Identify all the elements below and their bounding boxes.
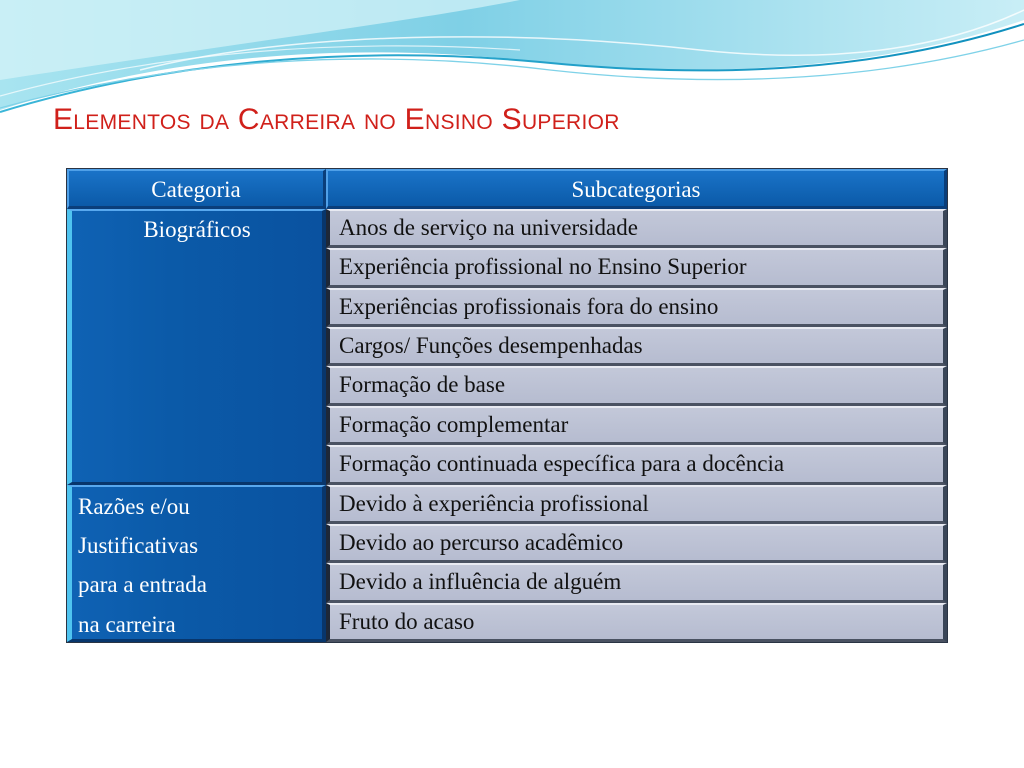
subcategory-cell: Experiências profissionais fora do ensino <box>326 288 947 327</box>
slide-title: Elementos da Carreira no Ensino Superior <box>53 103 620 136</box>
category-cell-biograficos <box>67 209 326 485</box>
subcategory-cell: Devido a influência de alguém <box>326 563 947 602</box>
subcategory-cell: Fruto do acaso <box>326 603 947 642</box>
subcategory-cell: Experiência profissional no Ensino Superior <box>326 248 947 287</box>
subcategory-cell: Formação continuada específica para a docência <box>326 445 947 484</box>
subcategory-cell: Devido ao percurso acadêmico <box>326 524 947 563</box>
category-label-line: Justificativas <box>78 532 199 558</box>
category-label-line: para a entrada <box>78 572 207 598</box>
subcategory-cell: Formação complementar <box>326 406 947 445</box>
subcategory-cell: Devido à experiência profissional <box>326 485 947 524</box>
subcategory-cell: Anos de serviço na universidade <box>326 209 947 248</box>
column-header-categoria: Categoria <box>67 169 326 209</box>
subcategory-cell: Cargos/ Funções desempenhadas <box>326 327 947 366</box>
category-label-line: Razões e/ou <box>78 493 190 519</box>
subcategory-cell: Formação de base <box>326 366 947 405</box>
category-label: Biográficos <box>143 217 251 242</box>
category-cell-razoes <box>67 485 326 642</box>
category-label-line: na carreira <box>78 611 176 637</box>
column-header-subcategorias: Subcategorias <box>326 169 947 209</box>
careers-elements-table <box>67 169 947 642</box>
